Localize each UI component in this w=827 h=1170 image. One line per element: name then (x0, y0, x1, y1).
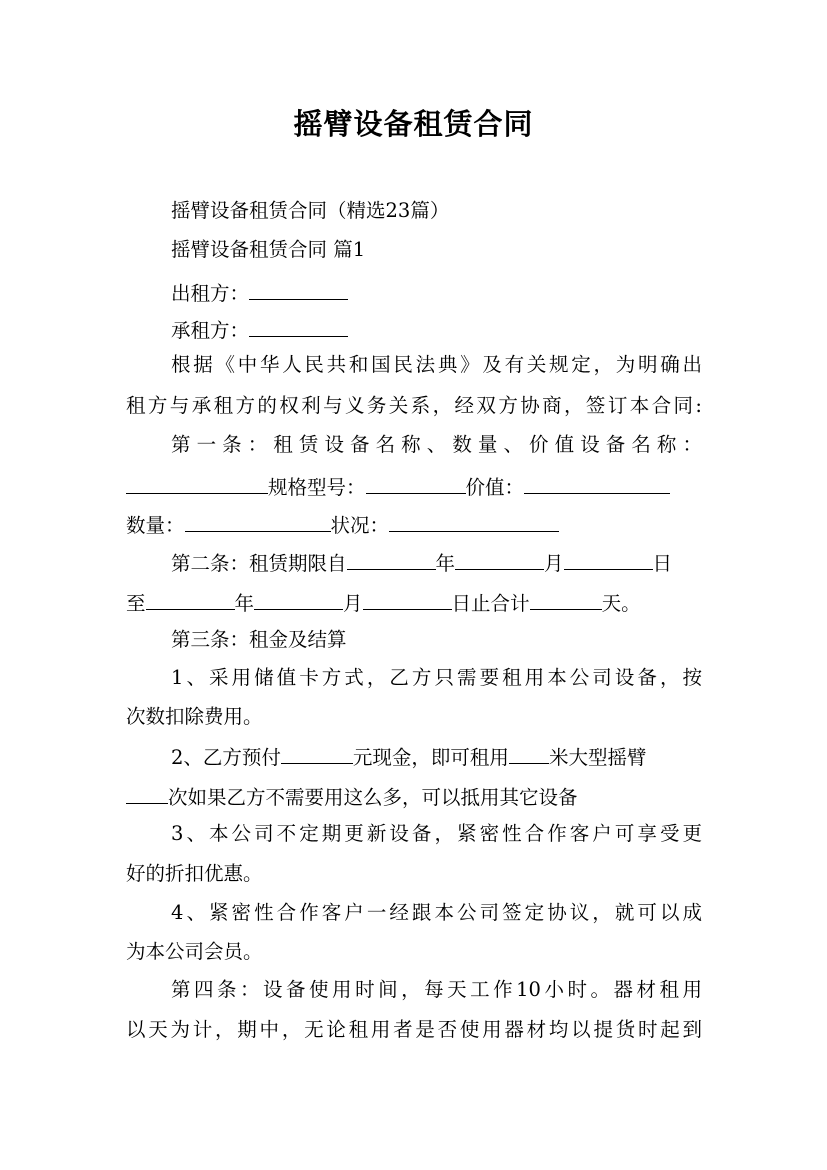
article-2-line-1 (171, 550, 672, 576)
times-blank (126, 784, 168, 804)
end-month-blank (254, 590, 343, 610)
document-heading: 摇臂设备租赁合同（精选23篇） (171, 199, 450, 222)
article-4-line-1: 第四条：设备使用时间，每天工作10小时。器材租用 (171, 978, 702, 1001)
spec-label: 规格型号： (268, 476, 366, 499)
prepay-label: 2、乙方预付 (171, 746, 281, 769)
clause-3-line-1: 3、本公司不定期更新设备，紧密性合作客户可享受更 (171, 822, 702, 845)
month-label: 月 (343, 592, 363, 615)
article-1-line-2 (126, 474, 670, 500)
article-4-line-2: 以天为计，期中，无论租用者是否使用器材均以提货时起到 (126, 1018, 702, 1041)
quantity-label: 数量： (126, 514, 185, 537)
article-2-line-2 (126, 590, 641, 616)
intro-line-1: 根据《中华人民共和国民法典》及有关规定，为明确出 (171, 353, 702, 376)
lessor-label: 出租方： (171, 282, 250, 305)
clause-3-line-2: 好的折扣优惠。 (126, 862, 263, 885)
start-year-blank (347, 550, 436, 570)
year-label: 年 (435, 552, 456, 575)
quantity-blank (185, 512, 331, 532)
lessee-blank (249, 317, 348, 337)
jib-label: 米大型摇臂 (548, 746, 647, 769)
clause-2-rest: 次如果乙方不需要用这么多，可以抵用其它设备 (168, 786, 578, 809)
lessor-line (171, 280, 348, 306)
clause-4-line-1: 4、紧密性合作客户一经跟本公司签定协议，就可以成 (171, 901, 702, 924)
status-blank (389, 512, 559, 532)
article-1-line-1: 第一条：租赁设备名称、数量、价值设备名称： (171, 433, 702, 456)
document-title: 摇臂设备租赁合同 (293, 107, 534, 141)
equipment-name-blank (126, 474, 268, 494)
year-label: 年 (234, 592, 255, 615)
status-label: 状况： (330, 514, 390, 537)
article-1-line-3 (126, 512, 559, 538)
clause-2-line-1 (171, 744, 646, 770)
lessee-line (171, 317, 348, 343)
lessor-blank (249, 280, 348, 300)
clause-2-line-2 (126, 784, 578, 810)
prepay-amount-blank (281, 744, 353, 764)
total-days-blank (530, 590, 602, 610)
clause-4-line-2: 为本公司会员。 (126, 940, 263, 963)
start-month-blank (455, 550, 544, 570)
clause-1-line-2: 次数扣除费用。 (126, 705, 263, 728)
day-label: 日 (652, 552, 673, 575)
article-3-heading: 第三条：租金及结算 (171, 628, 347, 651)
lessee-label: 承租方： (171, 319, 250, 342)
total-label: 日止合计 (451, 592, 530, 615)
clause-1-line-1: 1、采用储值卡方式，乙方只需要租用本公司设备，按 (171, 666, 702, 689)
meters-blank (509, 744, 549, 764)
term-to-label: 至 (126, 592, 146, 615)
section-heading: 摇臂设备租赁合同 篇1 (171, 238, 366, 261)
end-year-blank (146, 590, 235, 610)
value-blank (524, 474, 670, 494)
cash-label: 元现金，即可租用 (352, 746, 509, 769)
start-day-blank (564, 550, 653, 570)
term-from-label: 第二条：租赁期限自 (171, 552, 347, 575)
end-day-blank (363, 590, 452, 610)
value-label: 价值： (465, 476, 525, 499)
spec-blank (366, 474, 466, 494)
intro-line-2: 租方与承租方的权利与义务关系，经双方协商，签订本合同: (126, 394, 702, 417)
days-label: 天。 (601, 592, 641, 615)
month-label: 月 (544, 552, 564, 575)
